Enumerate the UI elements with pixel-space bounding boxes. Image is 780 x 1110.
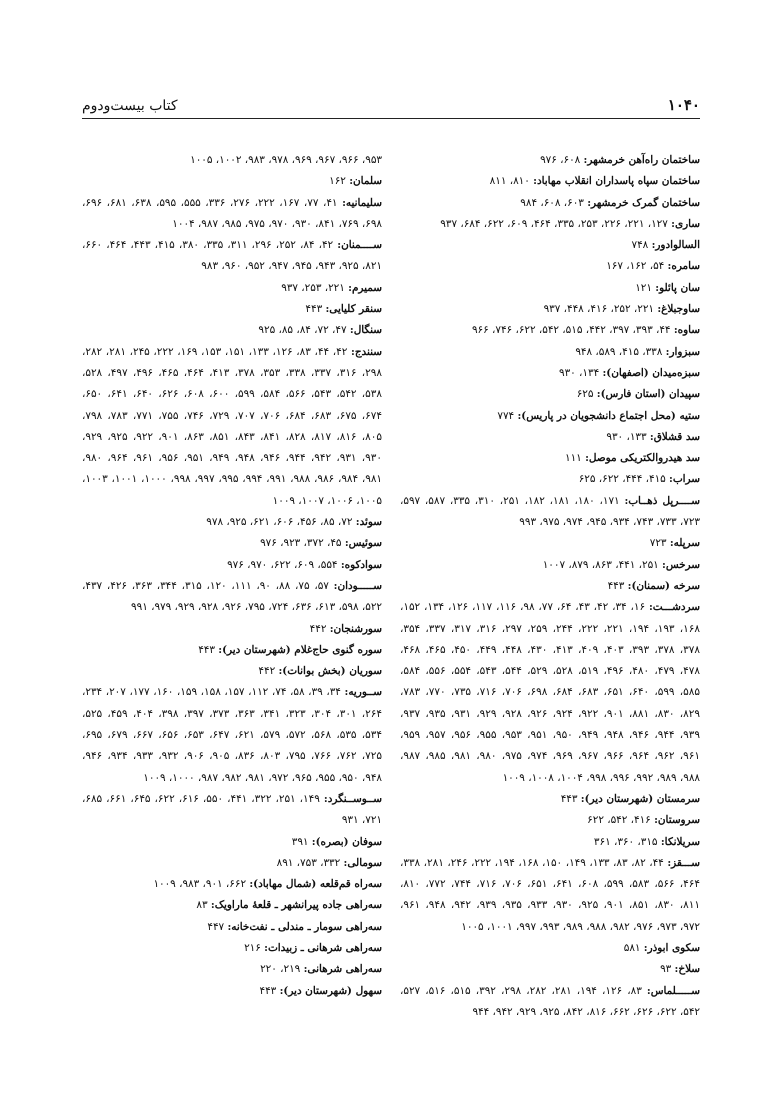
- index-entry-pages: ۳۳۸، ۴۱۵، ۵۸۹، ۹۴۸: [575, 345, 663, 358]
- index-entry-pages: ۴۱۵، ۴۴۴، ۶۲۲، ۶۲۵: [578, 473, 666, 486]
- index-entry-pages: ۴۵، ۳۷۲، ۹۲۳، ۹۷۶: [260, 537, 342, 550]
- index-entry-pages: ۴۴۳: [607, 579, 625, 592]
- index-entry-term: سهول (شهرستان دیر):: [279, 984, 382, 997]
- index-entry: [400, 597, 700, 789]
- index-entry-pages: ۵۸۱: [623, 941, 641, 954]
- index-entry-term: سنقر کلیایی:: [325, 303, 382, 316]
- index-entry-pages: ۱۶، ۳۴، ۴۲، ۴۳، ۶۴، ۷۷، ۹۸، ۱۱۶، ۱۱۷، ۱۲۶، ۱۳۴، ۱۵۲، ۱۶۸، ۱۹۳، ۱۹۴، ۲۲۱، ۲۲۲، ۲۴۴، ۲۵۹، ۲۹۷، ۳۱۶، ۳۱۷، ۳۳۷، ۳۵۴، ۳۷۸، ۳۷۸، ۳۹۳، ۴۰۳، ۴۰۹، ۴۱۳، ۴۳۰، ۴۴۸، ۴۴۹، ۴۵۰، ۴۶۵، ۴۶۸، ۴۷۸، ۴۷۹، ۴۸۰، ۴۹۶، ۵۱۹، ۵۲۸، ۵۲۹، ۵۴۴، ۵۴۳، ۵۵۴، ۵۵۶، ۵۸۴، ۵۸۵، ۵۹۹، ۶۴۰، ۶۵۱، ۶۸۳، ۶۸۴، ۶۹۸، ۷۰۶، ۷۱۶، ۷۳۵، ۷۷۰، ۷۸۳، ۸۲۹، ۸۳۰، ۸۸۱، ۹۰۱، ۹۲۲، ۹۲۴، ۹۲۶، ۹۲۸، ۹۲۹، ۹۳۱، ۹۳۵، ۹۳۷، ۹۳۹، ۹۴۴، ۹۴۶، ۹۴۸، ۹۴۹، ۹۵۰، ۹۵۱، ۹۵۳، ۹۵۵، ۹۵۶، ۹۵۷، ۹۵۹، ۹۶۱، ۹۶۲، ۹۶۴، ۹۶۶، ۹۶۷، ۹۶۹، ۹۷۴، ۹۷۵، ۹۸۰، ۹۸۱، ۹۸۵، ۹۸۷، ۹۸۸، ۹۸۹، ۹۹۲، ۹۹۶، ۹۹۸، ۱۰۰۴، ۱۰۰۸، ۱۰۰۹: [400, 601, 700, 784]
- index-entry-pages: ۹۵۳، ۹۶۶، ۹۶۷، ۹۶۹، ۹۷۸، ۹۸۳، ۱۰۰۲، ۱۰۰۵: [190, 154, 382, 166]
- index-entry-term: سوئد:: [355, 516, 382, 529]
- index-entry: [82, 789, 382, 832]
- index-entry-pages: ۹۳: [660, 963, 672, 976]
- index-entry: [82, 533, 382, 554]
- index-entry: [82, 342, 382, 512]
- index-entry-pages: ۴۲، ۴۴، ۸۳، ۱۲۶، ۱۳۳، ۱۵۱، ۱۵۳، ۱۶۹، ۲۲۲، ۲۴۵، ۲۸۱، ۲۸۲، ۲۹۸، ۳۱۶، ۳۳۷، ۳۳۸، ۳۵۳، ۳۷۸، ۴۱۳، ۴۶۴، ۴۶۵، ۴۹۶، ۴۹۷، ۵۲۸، ۵۳۸، ۵۴۲، ۵۴۳، ۵۶۶، ۵۸۴، ۵۹۹، ۶۰۰، ۶۰۸، ۶۲۶، ۶۴۰، ۶۴۱، ۶۵۰، ۶۷۴، ۶۷۵، ۶۸۳، ۶۸۴، ۷۰۶، ۷۰۷، ۷۲۹، ۷۴۶، ۷۵۵، ۷۷۱، ۷۸۳، ۷۹۸، ۸۰۵، ۸۱۶، ۸۱۷، ۸۲۸، ۸۴۱، ۸۴۳، ۸۵۱، ۸۶۳، ۹۰۱، ۹۲۲، ۹۲۵، ۹۲۹، ۹۳۰، ۹۳۱، ۹۴۲، ۹۴۴، ۹۴۶، ۹۴۸، ۹۴۹، ۹۵۱، ۹۵۶، ۹۶۱، ۹۶۴، ۹۸۰، ۹۸۱، ۹۸۴، ۹۸۶، ۹۸۸، ۹۹۱، ۹۹۴، ۹۹۵، ۹۹۷، ۹۹۸، ۱۰۰۰، ۱۰۰۱، ۱۰۰۳، ۱۰۰۵، ۱۰۰۶، ۱۰۰۷، ۱۰۰۹: [82, 345, 382, 507]
- index-page: [82, 86, 700, 1066]
- index-entry: [82, 661, 382, 682]
- index-entry-pages: ۴۴۷: [207, 920, 225, 933]
- index-entry: [400, 789, 700, 810]
- index-entry-pages: ۳۴، ۳۹، ۵۸، ۷۴، ۱۱۲، ۱۵۷، ۱۵۸، ۱۵۹، ۱۶۰، ۱۷۷، ۲۰۷، ۲۳۴، ۲۶۴، ۳۰۱، ۳۰۴، ۳۲۳، ۳۴۱، ۳۶۳، ۳۷۳، ۳۹۷، ۳۹۸، ۴۰۴، ۴۵۹، ۵۲۵، ۵۳۴، ۵۳۵، ۵۶۸، ۵۷۲، ۵۷۹، ۶۲۱، ۶۴۷، ۶۵۳، ۶۵۶، ۶۶۷، ۶۷۹، ۶۹۵، ۷۲۵، ۷۶۲، ۷۶۶، ۷۹۵، ۸۰۳، ۸۳۶، ۹۰۵، ۹۰۶، ۹۳۲، ۹۳۳، ۹۳۴، ۹۴۶، ۹۴۸، ۹۵۰، ۹۵۵، ۹۶۵، ۹۷۲، ۹۸۱، ۹۸۲، ۹۸۷، ۱۰۰۰، ۱۰۰۹: [82, 686, 382, 784]
- index-entry-pages: ۴۴، ۸۲، ۸۳، ۱۳۳، ۱۴۹، ۱۵۰، ۱۶۸، ۱۹۴، ۲۲۲، ۲۴۶، ۲۸۱، ۳۳۸، ۴۶۴، ۵۶۶، ۵۸۳، ۵۹۹، ۶۰۸، ۶۴۱، ۶۵۱، ۷۰۶، ۷۱۶، ۷۴۴، ۷۷۲، ۸۱۰، ۸۱۱، ۸۳۰، ۸۵۱، ۹۰۱، ۹۲۵، ۹۳۰، ۹۳۳، ۹۳۵، ۹۳۹، ۹۴۲، ۹۴۸، ۹۶۱، ۹۷۲، ۹۷۳، ۹۷۶، ۹۸۲، ۹۸۸، ۹۸۹، ۹۹۳، ۹۹۷، ۱۰۰۱، ۱۰۰۵: [400, 856, 700, 933]
- index-entry-pages: ۱۷۱، ۱۸۰، ۱۸۱، ۱۸۲، ۲۵۱، ۳۱۰، ۳۳۵، ۵۸۷، ۵۹۷، ۷۲۳، ۷۳۳، ۷۴۳، ۹۳۴، ۹۴۵، ۹۷۴، ۹۷۵، ۹۹۳: [400, 494, 700, 529]
- index-entry-pages: ۷۲۳: [649, 537, 667, 550]
- index-entry-pages: ۴۴۲: [309, 622, 327, 635]
- index-entry-pages: ۲۲۱، ۲۵۲، ۴۱۶، ۴۴۸، ۹۳۷: [543, 303, 654, 316]
- index-entry-pages: ۱۴۹، ۲۵۱، ۳۲۲، ۴۴۱، ۵۵۰، ۶۱۶، ۶۲۲، ۶۴۵، ۶۶۱، ۶۸۵، ۷۲۱، ۹۳۱: [82, 792, 382, 827]
- index-entry-pages: ۴۴۳: [198, 643, 215, 656]
- index-entry-pages: ۸۳، ۱۲۶، ۱۹۴، ۲۸۱، ۲۸۲، ۲۹۸، ۳۹۲، ۵۱۵، ۵۱۶، ۵۲۷، ۵۴۲، ۶۲۲، ۶۲۶، ۶۶۲، ۸۱۶، ۸۴۲، ۹۲۵، ۹۲۹، ۹۴۲، ۹۴۴: [400, 984, 700, 1018]
- index-entry-term: السالوادور:: [651, 239, 700, 252]
- index-entry-term: ســوریه:: [344, 686, 382, 699]
- index-entry-term: سبزوار:: [665, 345, 700, 358]
- index-entry-pages: ۶۰۸، ۹۷۶: [540, 154, 581, 166]
- index-columns: [82, 150, 700, 1023]
- index-entry-pages: ۳۱۵، ۳۶۰، ۳۶۱: [593, 835, 658, 848]
- index-entry-pages: ۶۰۳، ۶۰۸، ۹۸۴: [520, 196, 584, 209]
- index-entry-pages: ۶۶۲، ۹۰۱، ۹۸۳، ۱۰۰۹: [153, 878, 247, 891]
- index-entry: [400, 555, 700, 576]
- index-entry: [400, 406, 700, 427]
- index-entry: [400, 150, 700, 171]
- index-entry-term: سلیمانیه:: [342, 196, 382, 209]
- index-entry-term: سرخه (سمنان):: [627, 579, 700, 592]
- index-entry-term: سد قشلاق:: [649, 430, 700, 443]
- index-entry-term: سورشنجان:: [329, 622, 382, 635]
- index-entry: [400, 384, 700, 405]
- index-entry: [82, 853, 382, 874]
- index-entry: [82, 874, 382, 895]
- index-entry-pages: ۴۲، ۸۴، ۲۵۲، ۲۹۶، ۳۱۱، ۳۳۵، ۳۸۰، ۴۱۵، ۴۴۳، ۴۶۴، ۶۶۰، ۸۲۱، ۹۲۵، ۹۴۳، ۹۴۵، ۹۴۷، ۹۵۲، ۹۶۰، ۹۸۳: [82, 239, 382, 273]
- index-entry-term: سبزه‌میدان (اصفهان):: [602, 366, 700, 379]
- index-entry-term: سرپله:: [669, 537, 700, 550]
- index-entry-term: سوره گنوی حاج‌غلام (شهرستان دیر):: [218, 643, 382, 656]
- index-entry-term: سوفان (بصره):: [311, 835, 382, 848]
- index-entry: [82, 832, 382, 853]
- index-entry: [82, 278, 382, 299]
- book-title: کتاب بیست‌ودوم: [82, 98, 178, 114]
- index-entry-term: سامره:: [667, 260, 700, 273]
- index-entry-term: سرمستان (شهرستان دیر):: [580, 792, 700, 805]
- index-entry-pages: ۵۷، ۷۵، ۸۸، ۹۰، ۱۱۱، ۱۲۰، ۳۱۵، ۳۴۴، ۳۶۳، ۴۲۶، ۴۳۷، ۵۲۲، ۵۹۸، ۶۱۳، ۶۳۶، ۷۲۴، ۷۹۵، ۹۲۶، ۹۲۸، ۹۲۹، ۹۷۹، ۹۹۱: [82, 579, 382, 614]
- index-entry-pages: ۴۴، ۳۹۳، ۳۹۷، ۴۴۲، ۵۱۵، ۵۴۲، ۶۲۲، ۷۴۶، ۹۶۶: [471, 324, 671, 337]
- index-entry: [400, 299, 700, 320]
- index-entry: [400, 469, 700, 490]
- index-entry: [82, 959, 382, 980]
- index-entry-term: سه‌راهی سومار ـ مندلی ـ نفت‌خانه:: [227, 920, 382, 933]
- index-entry: [400, 810, 700, 831]
- index-entry-term: سرخس:: [662, 558, 700, 571]
- index-entry: [82, 150, 382, 171]
- index-entry: [400, 448, 700, 469]
- index-entry-pages: ۵۵۴، ۶۰۹، ۶۲۲، ۹۷۰، ۹۷۶: [227, 558, 338, 571]
- index-entry: [400, 171, 700, 192]
- index-entry-pages: ۴۱، ۷۷، ۱۶۷، ۲۲۲، ۲۷۶، ۳۳۶، ۵۵۵، ۵۹۵، ۶۳۸، ۶۸۱، ۶۹۶، ۶۹۸، ۷۶۹، ۸۴۱، ۹۳۰، ۹۷۰، ۹۷۵، ۹۸۵، ۹۸۷، ۱۰۰۴: [82, 196, 382, 230]
- index-entry: [400, 853, 700, 938]
- index-entry-term: ســـــلماس:: [646, 984, 700, 997]
- index-column-left: [82, 150, 382, 1023]
- index-column-right: [400, 150, 700, 1023]
- index-entry-pages: ۴۴۳: [259, 984, 277, 997]
- index-entry-term: سکوی ابوذر:: [643, 941, 700, 954]
- index-entry-term: سه‌راه قم‌قلعه (شمال مهاباد):: [249, 878, 382, 891]
- index-entry: [400, 342, 700, 363]
- index-entry-term: ساختمان گمرک خرمشهر:: [587, 196, 700, 209]
- index-entry-term: سومالی:: [343, 856, 382, 869]
- index-entry-term: سه‌راهی شرهانی ـ زبیدات:: [264, 941, 382, 954]
- index-entry: [400, 363, 700, 384]
- index-entry-term: سوریان (بخش بوانات):: [278, 665, 382, 678]
- index-entry-pages: ۳۳۲، ۷۵۳، ۸۹۱: [276, 856, 341, 869]
- index-entry-term: سردشـــت:: [648, 601, 700, 614]
- index-entry-pages: ۷۴۸: [631, 239, 649, 252]
- index-entry-pages: ۳۹۱: [291, 835, 309, 848]
- index-entry: [82, 235, 382, 278]
- index-entry: [400, 235, 700, 256]
- index-entry-term: ساوه:: [673, 324, 700, 337]
- index-entry-pages: ۴۴۲: [258, 665, 276, 678]
- index-entry: [82, 917, 382, 938]
- index-entry-pages: ۸۳: [196, 899, 208, 912]
- index-entry-term: سوئیس:: [344, 537, 382, 550]
- index-entry-pages: ۲۵۱، ۴۴۱، ۸۶۳، ۸۷۹، ۱۰۰۷: [542, 558, 659, 571]
- index-entry: [82, 193, 382, 236]
- index-entry: [82, 682, 382, 788]
- index-entry-term: سپیدان (استان فارس):: [596, 388, 700, 401]
- index-entry: [82, 576, 382, 619]
- index-entry: [400, 256, 700, 277]
- index-entry: [400, 427, 700, 448]
- index-entry-term: سد هیدروالکتریکی موصل:: [585, 452, 700, 465]
- index-entry: [82, 320, 382, 341]
- index-entry-term: سوادکوه:: [340, 558, 382, 571]
- index-entry-term: ساختمان سپاه پاسداران انقلاب مهاباد:: [533, 175, 700, 188]
- index-entry: [400, 214, 700, 235]
- index-entry-term: ســـــودان:: [333, 579, 382, 592]
- page-number: ۱۰۴۰: [667, 96, 700, 114]
- index-entry-pages: ۴۴۳: [305, 303, 323, 316]
- index-entry-term: سلمان:: [349, 175, 382, 188]
- index-entry-pages: ۴۱۶، ۵۴۲، ۶۲۲: [587, 814, 651, 827]
- index-entry-pages: ۱۳۴، ۹۳۰: [558, 366, 600, 379]
- index-entry-pages: ۱۲۱: [635, 281, 652, 294]
- index-entry-term: سنندج:: [351, 345, 382, 358]
- index-entry-pages: ۶۲۵: [576, 388, 594, 401]
- index-entry-term: سراب:: [669, 473, 700, 486]
- index-entry-pages: ۷۲، ۸۵، ۴۵۶، ۶۰۶، ۶۲۱، ۹۲۵، ۹۷۸: [206, 516, 353, 529]
- page-header: [82, 86, 700, 119]
- index-entry: [82, 171, 382, 192]
- index-entry-term: ســــمنان:: [337, 239, 382, 252]
- index-entry: [82, 512, 382, 533]
- index-entry-term: ستیه (محل اجتماع دانشجویان در پاریس):: [517, 409, 700, 422]
- index-entry-pages: ۱۱۱: [565, 452, 582, 465]
- index-entry-pages: ۸۱۰، ۸۱۱: [489, 175, 530, 188]
- index-entry-pages: ۱۳۳، ۹۳۰: [606, 430, 647, 443]
- index-entry: [400, 193, 700, 214]
- index-entry: [400, 959, 700, 980]
- index-entry-term: ســوســنگرد:: [323, 792, 382, 805]
- index-entry-term: سه‌راهی جاده پیرانشهر ـ قلعهٔ ماراویک:: [210, 899, 382, 912]
- index-entry: [82, 938, 382, 959]
- index-entry: [82, 299, 382, 320]
- index-entry-term: سان پائلو:: [655, 281, 700, 294]
- index-entry-term: سریلانکا:: [660, 835, 700, 848]
- index-entry: [82, 895, 382, 916]
- index-entry-pages: ۲۲۱، ۲۵۳، ۹۳۷: [281, 281, 345, 294]
- index-entry-term: سه‌راهی شرهانی:: [303, 963, 382, 976]
- index-entry: [82, 619, 382, 640]
- index-entry: [82, 981, 382, 1002]
- index-entry-pages: ۴۷، ۷۲، ۸۴، ۸۵، ۹۲۵: [258, 324, 347, 337]
- index-entry-term: ساوجبلاغ:: [657, 303, 700, 316]
- index-entry-term: سلاخ:: [674, 963, 700, 976]
- index-entry: [400, 278, 700, 299]
- index-entry: [400, 938, 700, 959]
- index-entry-term: ساختمان راه‌آهن خرمشهر:: [583, 154, 700, 166]
- index-entry: [400, 320, 700, 341]
- index-entry-term: سروستان:: [654, 814, 700, 827]
- index-entry-term: ساری:: [671, 217, 700, 230]
- index-entry-term: سمیرم:: [348, 281, 382, 294]
- index-entry-term: سنگال:: [349, 324, 382, 337]
- index-entry-pages: ۱۶۲: [329, 175, 346, 188]
- index-entry-pages: ۲۱۹، ۲۲۰: [260, 963, 301, 976]
- index-entry-term: ســـقز:: [667, 856, 700, 869]
- index-entry: [400, 533, 700, 554]
- index-entry-pages: ۷۷۴: [497, 409, 515, 422]
- index-entry-pages: ۲۱۶: [244, 941, 261, 954]
- index-entry: [400, 576, 700, 597]
- index-entry: [400, 491, 700, 534]
- index-entry: [82, 555, 382, 576]
- index-entry-pages: ۱۲۷، ۲۲۱، ۲۲۶، ۲۵۳، ۳۳۵، ۴۶۴، ۶۰۹، ۶۲۲، ۶۸۴، ۹۳۷: [440, 217, 668, 230]
- index-entry: [82, 640, 382, 661]
- index-entry-pages: ۵۴، ۱۶۲، ۱۶۷: [606, 260, 665, 273]
- index-entry: [400, 981, 700, 1024]
- index-entry-pages: ۴۴۳: [560, 792, 578, 805]
- index-entry: [400, 832, 700, 853]
- index-entry-term: ســــرپل ذهــاب:: [624, 494, 700, 507]
